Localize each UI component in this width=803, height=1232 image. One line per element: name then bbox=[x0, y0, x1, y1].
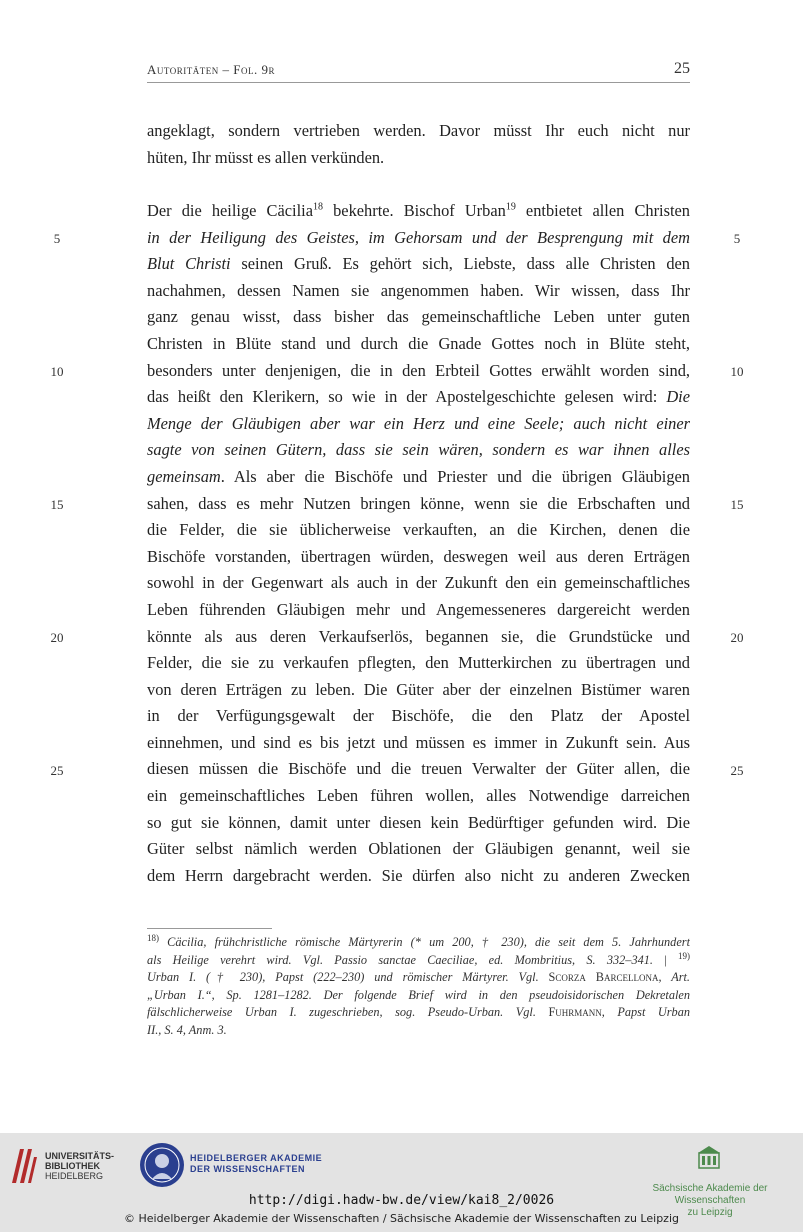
footnote-divider bbox=[147, 928, 272, 929]
text-line: gemeinsam. Als aber die Bischöfe und Priester und die übrigen Gläubigen bbox=[147, 466, 690, 486]
footnote-number-19: 19) bbox=[677, 951, 690, 961]
footnote-line: Urban I. († 230), Papst (222–230) und römischer Märtyrer. Vgl. Scorza Barcellona, Art. bbox=[147, 970, 690, 984]
footnote-line: fälschlicherweise Urban I. zugeschrieben, sog. Pseudo-Urban. Vgl. Fuhrmann, Papst Urban bbox=[147, 1005, 690, 1019]
line-number-5-right: 5 bbox=[733, 231, 741, 246]
text-line: dem Herrn dargebracht werden. Sie dürfen also nicht zu anderen Zwecken bbox=[147, 865, 690, 885]
text-line: Leben führenden Gläubigen mehr und Angemesseneres dargereicht werden bbox=[147, 599, 690, 619]
text-line: sahen, dass es mehr Nutzen bringen könne, wenn sie die Erbschaften und bbox=[147, 493, 690, 513]
text-line: diesen müssen die Bischöfe und die treuen Verwalter der Güter allen, die bbox=[147, 759, 690, 779]
text-line: ganz genau wisst, dass bisher das gemeinschaftliche Leben unter guten bbox=[147, 307, 690, 327]
copyright-notice: © Heidelberger Akademie der Wissenschaften / Sächsische Akademie der Wissenschaften zu Leipzig bbox=[123, 1212, 679, 1225]
ub-logo-icon bbox=[10, 1145, 38, 1185]
text-line: könnte als aus deren Verkaufserlös, begannen sie, die Grundstücke und bbox=[147, 626, 690, 646]
text-line: einnehmen, und sind es bis jetzt und müssen es immer in Zukunft sein. Aus bbox=[147, 732, 690, 752]
paragraph-2 bbox=[147, 198, 690, 889]
hadw-seal-icon bbox=[140, 1143, 184, 1187]
footnote-line: als Heilige verehrt wird. Vgl. Passio sanctae Caeciliae, ed. Mombritius, S. 332–341. | $^{19)}$ bbox=[147, 951, 690, 967]
line-number-15-left: 15 bbox=[50, 497, 64, 512]
text-line: besonders unter denjenigen, die in den Erbteil Gottes erwählt worden sind, bbox=[147, 360, 690, 380]
line-number-25-left: 25 bbox=[50, 763, 64, 778]
footnote-ref-19[interactable]: 19 bbox=[505, 201, 516, 213]
footnote-line: „Urban I.“, Sp. 1281–1282. Der folgende Brief wird in den pseudoisidorischen Dekretalen bbox=[147, 987, 690, 1002]
line-number-25-right: 25 bbox=[730, 763, 744, 778]
text-line: Christen in Blüte stand und durch die Gnade Gottes noch in Blüte steht, bbox=[147, 333, 690, 353]
footnote-number-18: 18) bbox=[147, 934, 159, 943]
text-line: sagte von seinen Gütern, dass sie sein wären, sondern es war ihnen alles bbox=[147, 440, 690, 460]
text-line: hüten, Ihr müsst es allen verkünden. bbox=[147, 147, 385, 167]
text-line: Felder, die sie zu verkaufen pflegten, den Mutterkirchen zu übertragen und bbox=[147, 653, 690, 673]
text-line: in der Heiligung des Geistes, im Gehorsam und der Besprengung mit dem bbox=[147, 227, 690, 247]
page-number: 25 bbox=[674, 60, 690, 77]
ub-heidelberg-logo[interactable]: UNIVERSITÄTS- BIBLIOTHEK HEIDELBERG bbox=[10, 1145, 120, 1185]
text-line: sowohl in der Gegenwart als auch in der Zukunft den ein gemeinschaftliches bbox=[147, 573, 690, 593]
footnote-line: $^{18)}$ Cäcilia, frühchristliche römische Märtyrerin (* um 200, † 230), die seit dem 5. Jahrhundert bbox=[147, 934, 690, 949]
text-line: Blut Christi seinen Gruß. Es gehört sich, Liebste, dass alle Christen den bbox=[147, 254, 690, 274]
running-title: Autoritäten – Fol. 9r bbox=[147, 62, 275, 77]
text-line: ein gemeinschaftliches Leben führen wollen, alles Notwendige darreichen bbox=[147, 786, 690, 806]
paragraph-1 bbox=[147, 118, 690, 171]
footnote-line: II., S. 4, Anm. 3. bbox=[147, 1022, 227, 1037]
text-line: Der die heilige Cäcilia$^{18}$ bekehrte. Bischof Urban$^{19}$ entbietet allen Christen bbox=[147, 201, 690, 220]
line-number-10-right: 10 bbox=[730, 364, 744, 379]
line-number-10-left: 10 bbox=[50, 364, 64, 379]
footnote-ref-18[interactable]: 18 bbox=[312, 201, 323, 213]
saw-building-icon bbox=[698, 1145, 720, 1169]
line-number-20-right: 20 bbox=[730, 630, 744, 645]
text-line: Bischöfe vorstanden, übertragen würden, deswegen weil aus deren Erträgen bbox=[147, 546, 690, 566]
text-line: das heißt den Klerikern, so wie in der Apostelgeschichte gelesen wird: Die bbox=[147, 387, 690, 407]
text-line: Güter selbst nämlich werden Oblationen der Gläubigen genannt, weil sie bbox=[147, 839, 690, 859]
line-number-5-left: 5 bbox=[53, 231, 61, 246]
saw-leipzig-logo[interactable]: Sächsische Akademie der Wissenschaften zu Leipzig bbox=[620, 1145, 800, 1205]
text-line: Menge der Gläubigen aber war ein Herz und eine Seele; auch nicht einer bbox=[147, 413, 690, 433]
text-line: von deren Erträgen zu leben. Die Güter aber der einzelnen Bistümer waren bbox=[147, 679, 690, 699]
running-header bbox=[147, 60, 690, 83]
line-number-20-left: 20 bbox=[50, 630, 64, 645]
hadw-logo[interactable]: HEIDELBERGER AKADEMIE DER WISSENSCHAFTEN bbox=[140, 1143, 340, 1189]
source-url[interactable]: http://digi.hadw-bw.de/view/kai8_2/0026 bbox=[248, 1193, 555, 1208]
text-line: nachahmen, dessen Namen sie angenommen haben. Wir wissen, dass Ihr bbox=[147, 280, 690, 300]
text-line: die Felder, die sie üblicherweise verkauften, an die Kirchen, denen die bbox=[147, 520, 690, 540]
text-line: angeklagt, sondern vertrieben werden. Davor müsst Ihr euch nicht nur bbox=[147, 121, 690, 140]
text-line: in der Verfügungsgewalt der Bischöfe, die den Platz der Apostel bbox=[147, 706, 690, 726]
text-line: so gut sie können, damit unter diesen kein Bedürftiger gefunden wird. Die bbox=[147, 812, 690, 832]
footnotes bbox=[147, 934, 690, 1039]
line-number-15-right: 15 bbox=[730, 497, 744, 512]
